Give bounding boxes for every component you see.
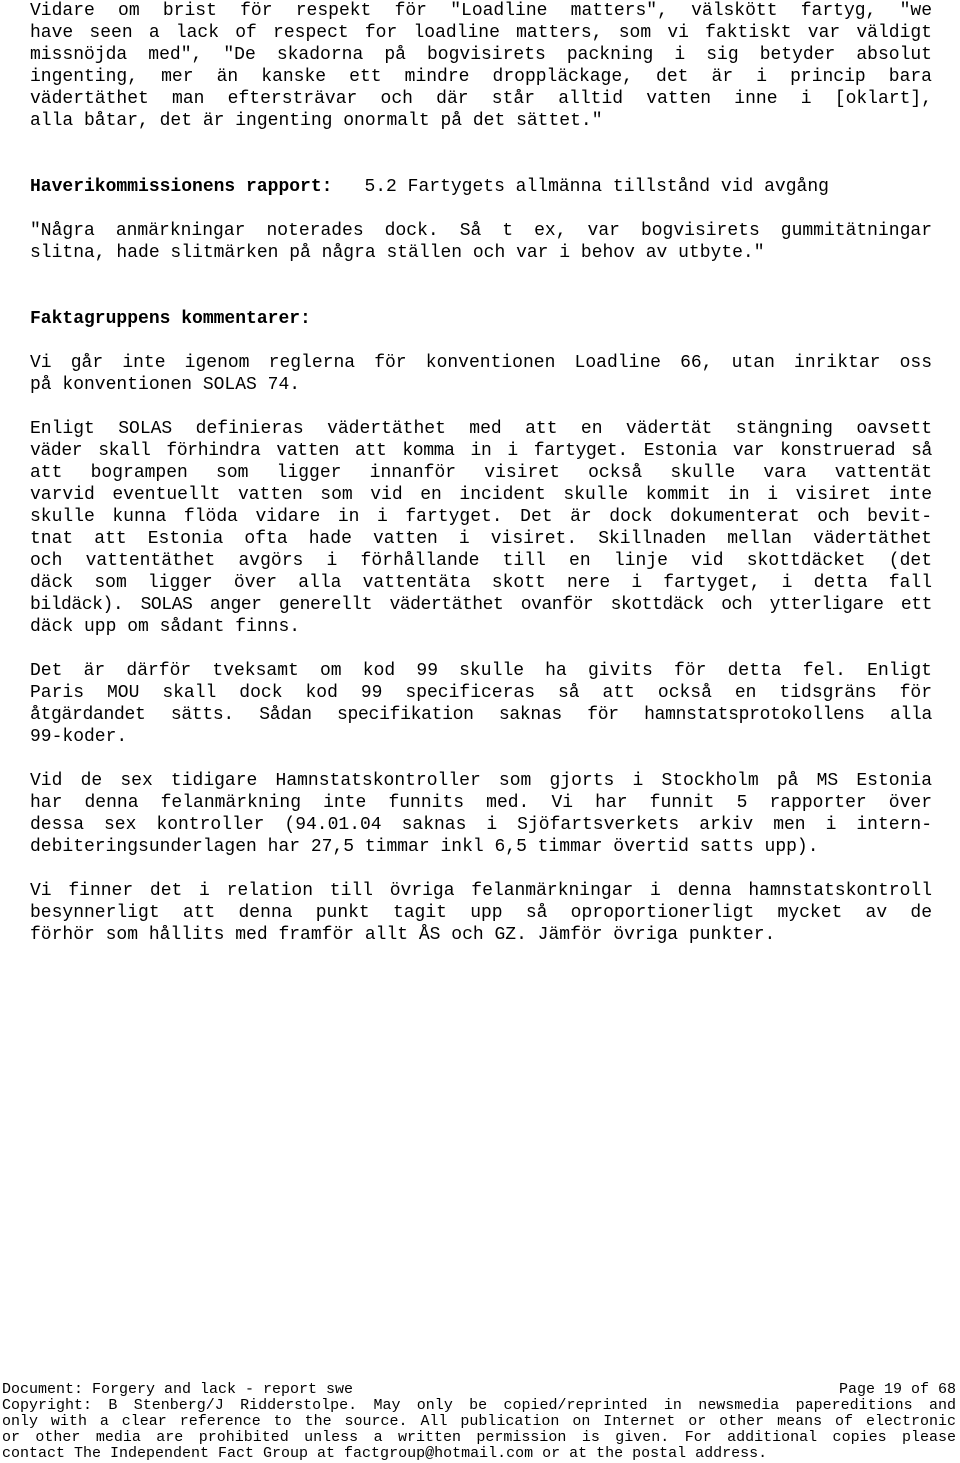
comment-paragraph bbox=[30, 418, 932, 638]
intro-quote-line: Vidare om brist för respekt för "Loadline matters", välskött fartyg, "we bbox=[30, 1, 932, 21]
comment-paragraph bbox=[30, 880, 932, 946]
footer-copyright-line: or other media are prohibited unless a written permission is given. For additional copies please bbox=[2, 1429, 956, 1446]
intro-quote-line: alla båtar, det är ingenting onormalt på det sättet." bbox=[30, 111, 603, 131]
paragraph-line: 99-koder. bbox=[30, 727, 128, 747]
report-quote bbox=[30, 220, 932, 264]
paragraph-line: Enligt SOLAS definieras vädertäthet med att en vädertät stängning oavsett bbox=[30, 419, 932, 439]
paragraph-line: debiteringsunderlagen har 27,5 timmar inkl 6,5 timmar övertid satts upp). bbox=[30, 837, 819, 857]
comment-paragraph bbox=[30, 660, 932, 748]
paragraph-line: Vi går inte igenom reglerna för konventionen Loadline 66, utan inriktar oss bbox=[30, 353, 932, 373]
comment-paragraph bbox=[30, 770, 932, 858]
paragraph-line: och vattentäthet avgörs i förhållande till en linje vid skottdäcket (det bbox=[30, 551, 932, 571]
document-page bbox=[30, 0, 932, 946]
intro-quote-line: ingenting, mer än kanske ett mindre droppläckage, det är i princip bara bbox=[30, 67, 932, 87]
paragraph-line: åtgärdandet sätts. Sådan specifikation saknas för hamnstatsprotokollens alla bbox=[30, 705, 932, 725]
footer-copyright-line: Copyright: B Stenberg/J Ridderstolpe. May only be copied/reprinted in newsmedia papereditions and bbox=[2, 1397, 956, 1414]
footer-document-title: Document: Forgery and lack - report swe bbox=[2, 1381, 354, 1398]
paragraph-line: har denna felanmärkning inte funnits med. Vi har funnit 5 rapporter över bbox=[30, 793, 932, 813]
report-label: Haverikommissionens rapport: bbox=[30, 177, 333, 197]
comment-paragraph bbox=[30, 352, 932, 396]
paragraph-line: Paris MOU skall dock kod 99 specificeras så att också en tidsgräns för bbox=[30, 683, 932, 703]
footer-copyright-line: only with a clear reference to the source. All publication on Internet or other means of electronic bbox=[2, 1413, 956, 1430]
intro-quote-line: vädertäthet man eftersträvar och där står alltid vatten inne i [oklart], bbox=[30, 89, 932, 109]
paragraph-line: skulle kunna flöda vidare in i fartyget. Det är dock dokumenterat och bevit- bbox=[30, 507, 932, 527]
footer-page-number: Page 19 of 68 bbox=[838, 1381, 956, 1398]
paragraph-line: besynnerligt att denna punkt tagit upp så oproportionerligt mycket av de bbox=[30, 903, 932, 923]
page-footer bbox=[2, 1382, 956, 1462]
comments-label: Faktagruppens kommentarer: bbox=[30, 309, 311, 329]
paragraph-line: på konventionen SOLAS 74. bbox=[30, 375, 301, 395]
footer-copyright-line: contact The Independent Fact Group at factgroup@hotmail.com or at the postal address. bbox=[2, 1445, 768, 1462]
paragraph-line: Det är därför tveksamt om kod 99 skulle ha givits för detta fel. Enligt bbox=[30, 661, 932, 681]
paragraph-line: förhör som hållits med framför allt ÅS och GZ. Jämför övriga punkter. bbox=[30, 925, 776, 945]
report-quote-line: slitna, hade slitmärken på några ställen och var i behov av utbyte." bbox=[30, 243, 765, 263]
paragraph-line: att bogrampen som ligger innanför visiret också skulle vara vattentät bbox=[30, 463, 932, 483]
paragraph-line: Vi finner det i relation till övriga felanmärkningar i denna hamnstatskontroll bbox=[30, 881, 932, 901]
paragraph-line: tnat att Estonia ofta hade vatten i visiret. Skillnaden mellan vädertäthet bbox=[30, 529, 932, 549]
paragraph-line: dessa sex kontroller (94.01.04 saknas i Sjöfartsverkets arkiv men i intern- bbox=[30, 815, 932, 835]
paragraph-line: Vid de sex tidigare Hamnstatskontroller som gjorts i Stockholm på MS Estonia bbox=[30, 771, 932, 791]
intro-quote bbox=[30, 0, 932, 132]
footer-top-row bbox=[2, 1382, 956, 1398]
paragraph-line: väder skall förhindra vatten att komma in i fartyget. Estonia var konstruerad så bbox=[30, 441, 932, 461]
report-reference: 5.2 Fartygets allmänna tillstånd vid avgång bbox=[364, 177, 829, 197]
paragraph-line: bildäck). SOLAS anger generellt vädertäthet ovanför skottdäck och ytterligare ett bbox=[30, 595, 932, 615]
paragraph-line: varvid eventuellt vatten som vid en incident skulle kommit in i visiret inte bbox=[30, 485, 932, 505]
comments-heading bbox=[30, 308, 932, 330]
intro-quote-line: have seen a lack of respect for loadline matters, som vi faktiskt var väldigt bbox=[30, 23, 932, 43]
paragraph-line: däck som ligger över alla vattentäta skott nere i fartyget, i detta fall bbox=[30, 573, 932, 593]
paragraph-line: däck upp om sådant finns. bbox=[30, 617, 301, 637]
intro-quote-line: missnöjda med", "De skadorna på bogvisirets packning i sig betyder absolut bbox=[30, 45, 932, 65]
report-quote-line: "Några anmärkningar noterades dock. Så t ex, var bogvisirets gummitätningar bbox=[30, 221, 932, 241]
report-heading bbox=[30, 176, 932, 198]
